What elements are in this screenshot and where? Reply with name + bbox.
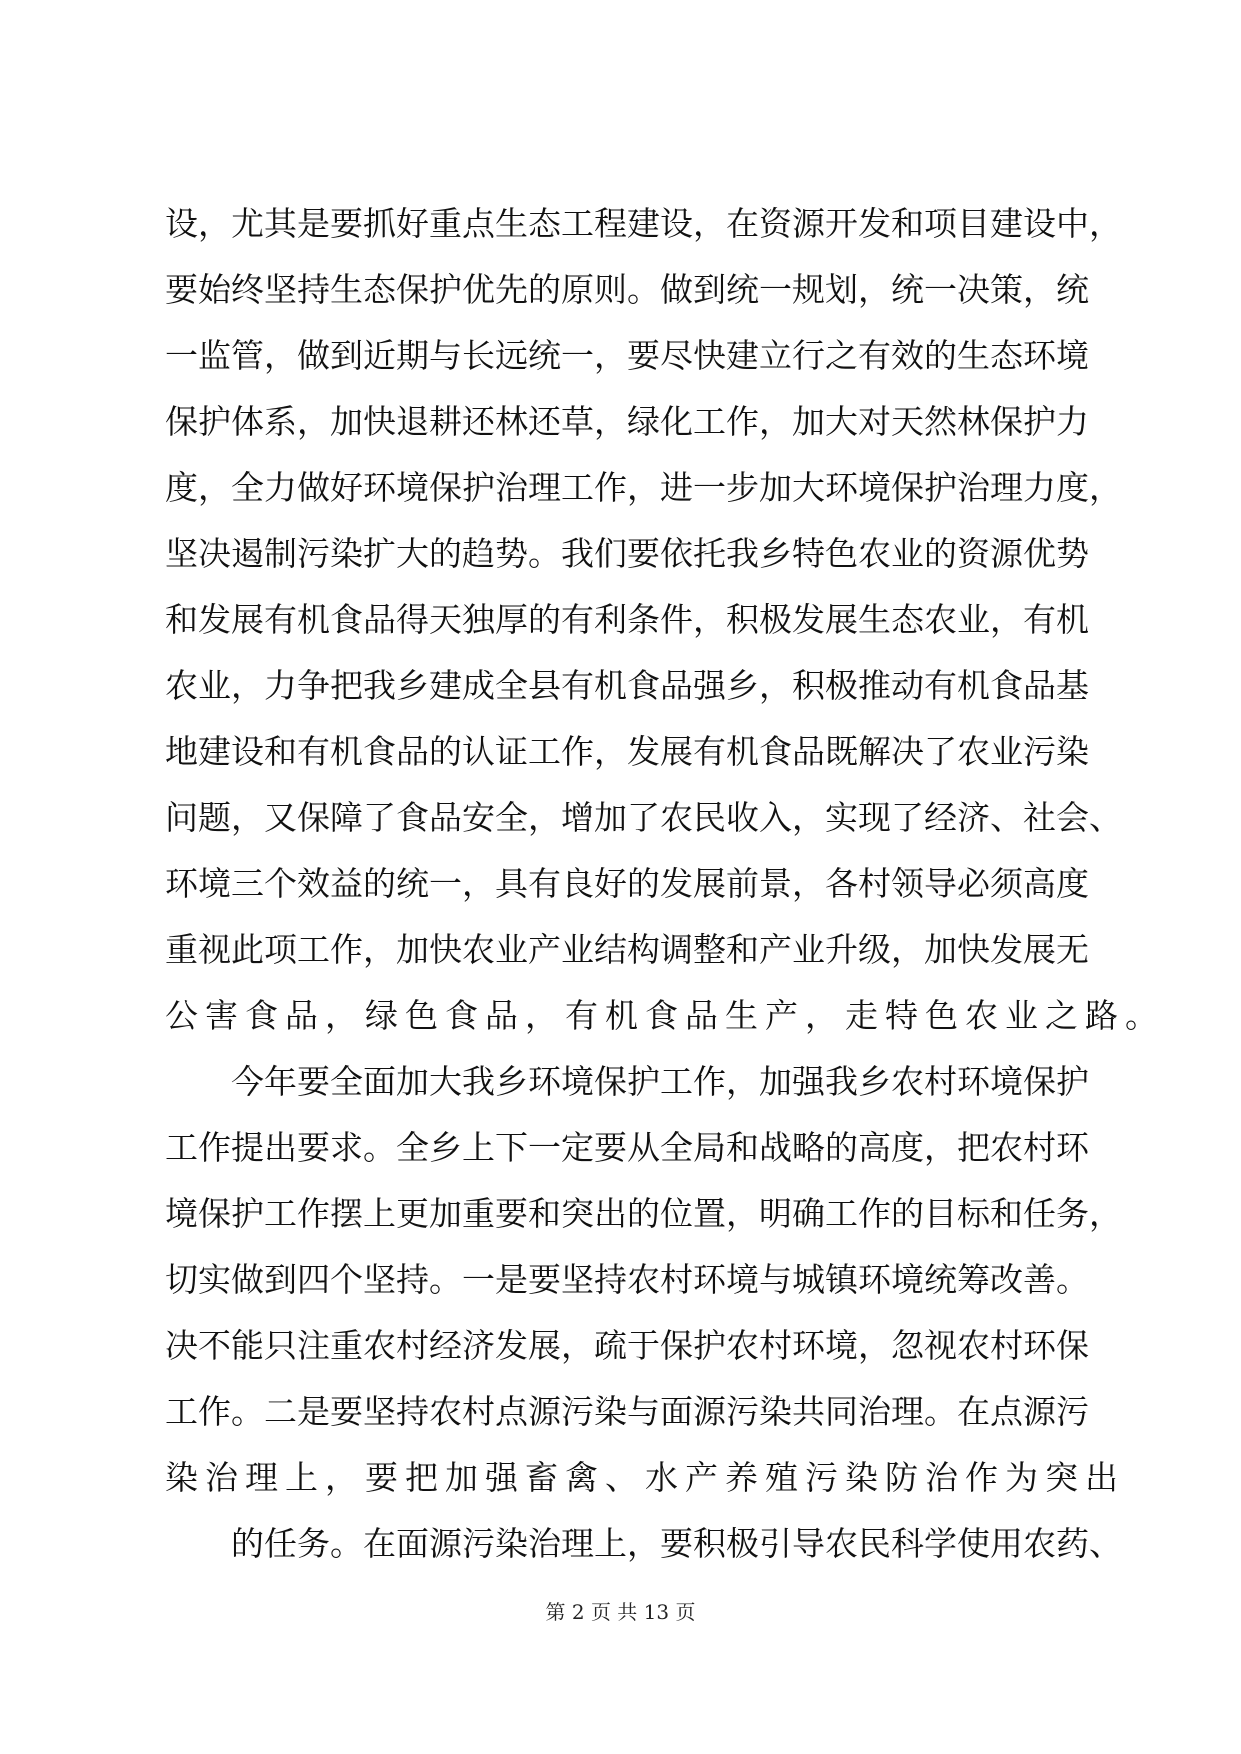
text-line: 公害食品，绿色食品，有机食品生产，走特色农业之路。 — [165, 996, 1165, 1035]
text-line: 境 保 护 工 作 摆 上 更 加 重 要 和 突 出 的 位 置 ， 明 确 工 作 的 目 标 和 任 务 ， — [165, 1194, 1122, 1233]
text-line: 染治理上，要把加强畜禽、水产养殖污染防治作为突出 — [165, 1458, 1125, 1497]
page-number-footer: 第 2 页 共 13 页 — [545, 1600, 696, 1624]
text-line: 和 发 展 有 机 食 品 得 天 独 厚 的 有 利 条 件 ， 积 极 发 展 生 态 农 业 ， 有 机 — [165, 600, 1089, 639]
text-line: 要 始 终 坚 持 生 态 保 护 优 先 的 原 则 。 做 到 统 一 规 划 ， 统 一 决 策 ， 统 — [165, 270, 1089, 309]
text-line: 重 视 此 项 工 作 ， 加 快 农 业 产 业 结 构 调 整 和 产 业 升 级 ， 加 快 发 展 无 — [165, 930, 1089, 969]
paragraph-first-line: 今 年 要 全 面 加 大 我 乡 环 境 保 护 工 作 ， 加 强 我 乡 农 村 环 境 保 护 — [231, 1062, 1089, 1101]
text-line: 地 建 设 和 有 机 食 品 的 认 证 工 作 ， 发 展 有 机 食 品 既 解 决 了 农 业 污 染 — [165, 732, 1089, 771]
text-line: 切 实 做 到 四 个 坚 持 。 一 是 要 坚 持 农 村 环 境 与 城 镇 环 境 统 筹 改 善 。 — [165, 1260, 1089, 1299]
text-line: 环 境 三 个 效 益 的 统 一 ， 具 有 良 好 的 发 展 前 景 ， 各 村 领 导 必 须 高 度 — [165, 864, 1089, 903]
text-line: 度 ， 全 力 做 好 环 境 保 护 治 理 工 作 ， 进 一 步 加 大 环 境 保 护 治 理 力 度 ， — [165, 468, 1122, 507]
text-line: 坚 决 遏 制 污 染 扩 大 的 趋 势 。 我 们 要 依 托 我 乡 特 色 农 业 的 资 源 优 势 — [165, 534, 1089, 573]
text-line: 工 作 提 出 要 求 。 全 乡 上 下 一 定 要 从 全 局 和 战 略 的 高 度 ， 把 农 村 环 — [165, 1128, 1089, 1167]
text-line: 问 题 ， 又 保 障 了 食 品 安 全 ， 增 加 了 农 民 收 入 ， 实 现 了 经 济 、 社 会 、 — [165, 798, 1122, 837]
text-line: 一 监 管 ， 做 到 近 期 与 长 远 统 一 ， 要 尽 快 建 立 行 之 有 效 的 生 态 环 境 — [165, 336, 1089, 375]
paragraph-first-line: 的 任 务 。 在 面 源 污 染 治 理 上 ， 要 积 极 引 导 农 民 科 学 使 用 农 药 、 — [231, 1524, 1122, 1563]
text-line: 设 ， 尤 其 是 要 抓 好 重 点 生 态 工 程 建 设 ， 在 资 源 开 发 和 项 目 建 设 中 ， — [165, 204, 1122, 243]
text-line: 决 不 能 只 注 重 农 村 经 济 发 展 ， 疏 于 保 护 农 村 环 境 ， 忽 视 农 村 环 保 — [165, 1326, 1089, 1365]
text-line: 农 业 ， 力 争 把 我 乡 建 成 全 县 有 机 食 品 强 乡 ， 积 极 推 动 有 机 食 品 基 — [165, 666, 1089, 705]
text-line: 工 作 。 二 是 要 坚 持 农 村 点 源 污 染 与 面 源 污 染 共 同 治 理 。 在 点 源 污 — [165, 1392, 1089, 1431]
text-line: 保 护 体 系 ， 加 快 退 耕 还 林 还 草 ， 绿 化 工 作 ， 加 大 对 天 然 林 保 护 力 — [165, 402, 1089, 441]
